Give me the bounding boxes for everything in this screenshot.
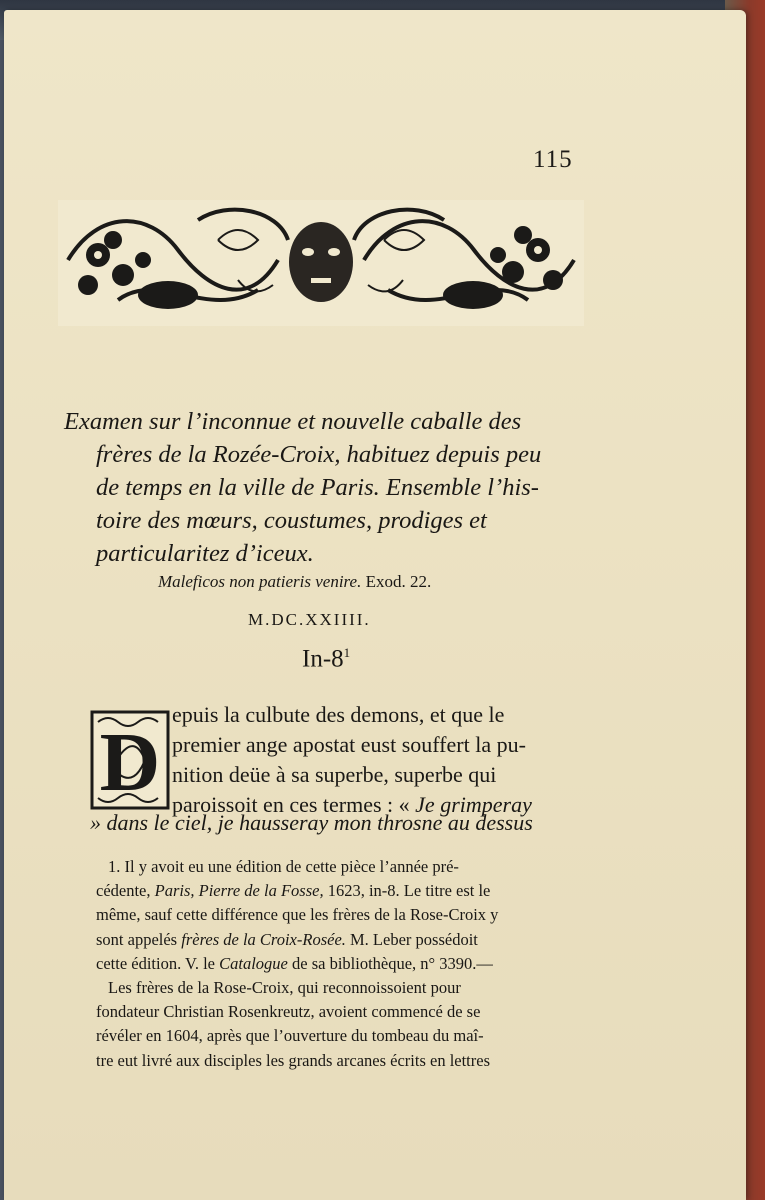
format-label: [302, 645, 350, 673]
title-line: frères de la Rozée-Croix, habituez depuis peu: [96, 441, 542, 468]
headpiece-ornament: [58, 200, 584, 326]
footnote-line: 1. Il y avoit eu une édition de cette pièce l’année pré-: [108, 857, 459, 876]
epigraph-latin: Maleficos non patieris venire.: [158, 572, 362, 591]
fn-text: de sa bibliothèque, n° 3390.—: [292, 953, 493, 973]
body-last-line: » dans le ciel, je hausseray mon throsne au dessus: [90, 810, 533, 835]
title-line: toire des mœurs, coustumes, prodiges et: [96, 507, 487, 534]
body-text: [172, 700, 592, 820]
format-text: In-8: [302, 645, 344, 673]
title-line: particularitez d’iceux.: [96, 540, 314, 567]
ornamental-dropcap: [90, 710, 170, 810]
fn-text: cette édition. V. le: [96, 953, 215, 973]
body-line: nition deüe à sa superbe, superbe qui: [172, 762, 497, 787]
title-line: Examen sur l’inconnue et nouvelle caballe des: [64, 408, 522, 435]
footnote: [96, 855, 596, 1073]
footnote-line: [96, 952, 596, 976]
footnote-line: [96, 879, 596, 903]
page-number: 115: [533, 146, 573, 173]
footnote-line: même, sauf cette différence que les frères de la Rose-Croix y: [96, 905, 499, 925]
body-line: premier ange apostat eust souffert la pu-: [172, 732, 526, 757]
publication-year: M.DC.XXIIII.: [248, 610, 371, 629]
pamphlet-title: [64, 405, 599, 570]
format-note-ref: 1: [343, 645, 351, 660]
fn-text: M. Leber possédoit: [350, 929, 478, 949]
epigraph: [158, 572, 431, 592]
fn-italic: Paris, Pierre de la Fosse,: [154, 881, 324, 901]
fn-text: cédente,: [96, 881, 151, 901]
footnote-line: révéler en 1604, après que l’ouverture du tombeau du maî-: [96, 1026, 484, 1046]
footnote-line: Les frères de la Rose-Croix, qui reconnoissoient pour: [108, 978, 461, 998]
title-line: de temps en la ville de Paris. Ensemble l’his-: [96, 474, 539, 501]
footnote-line: fondateur Christian Rosenkreutz, avoient commencé de se: [96, 1002, 481, 1022]
body-line: epuis la culbute des demons, et que le: [172, 702, 505, 727]
body-line-italic: Je grimperay: [415, 792, 532, 817]
footnote-line: tre eut livré aux disciples les grands arcanes écrits en lettres: [96, 1050, 491, 1070]
body-line-text: paroissoit en ces termes : «: [172, 792, 410, 817]
dropcap-letter: D: [99, 716, 161, 809]
fn-italic: frères de la Croix-Rosée.: [181, 929, 346, 949]
epigraph-reference: Exod. 22.: [365, 572, 432, 591]
footnote-line: [96, 928, 596, 952]
fn-italic: Catalogue: [219, 953, 288, 973]
fn-text: sont appelés: [96, 929, 178, 949]
fn-text: 1623, in-8. Le titre est le: [327, 881, 491, 901]
